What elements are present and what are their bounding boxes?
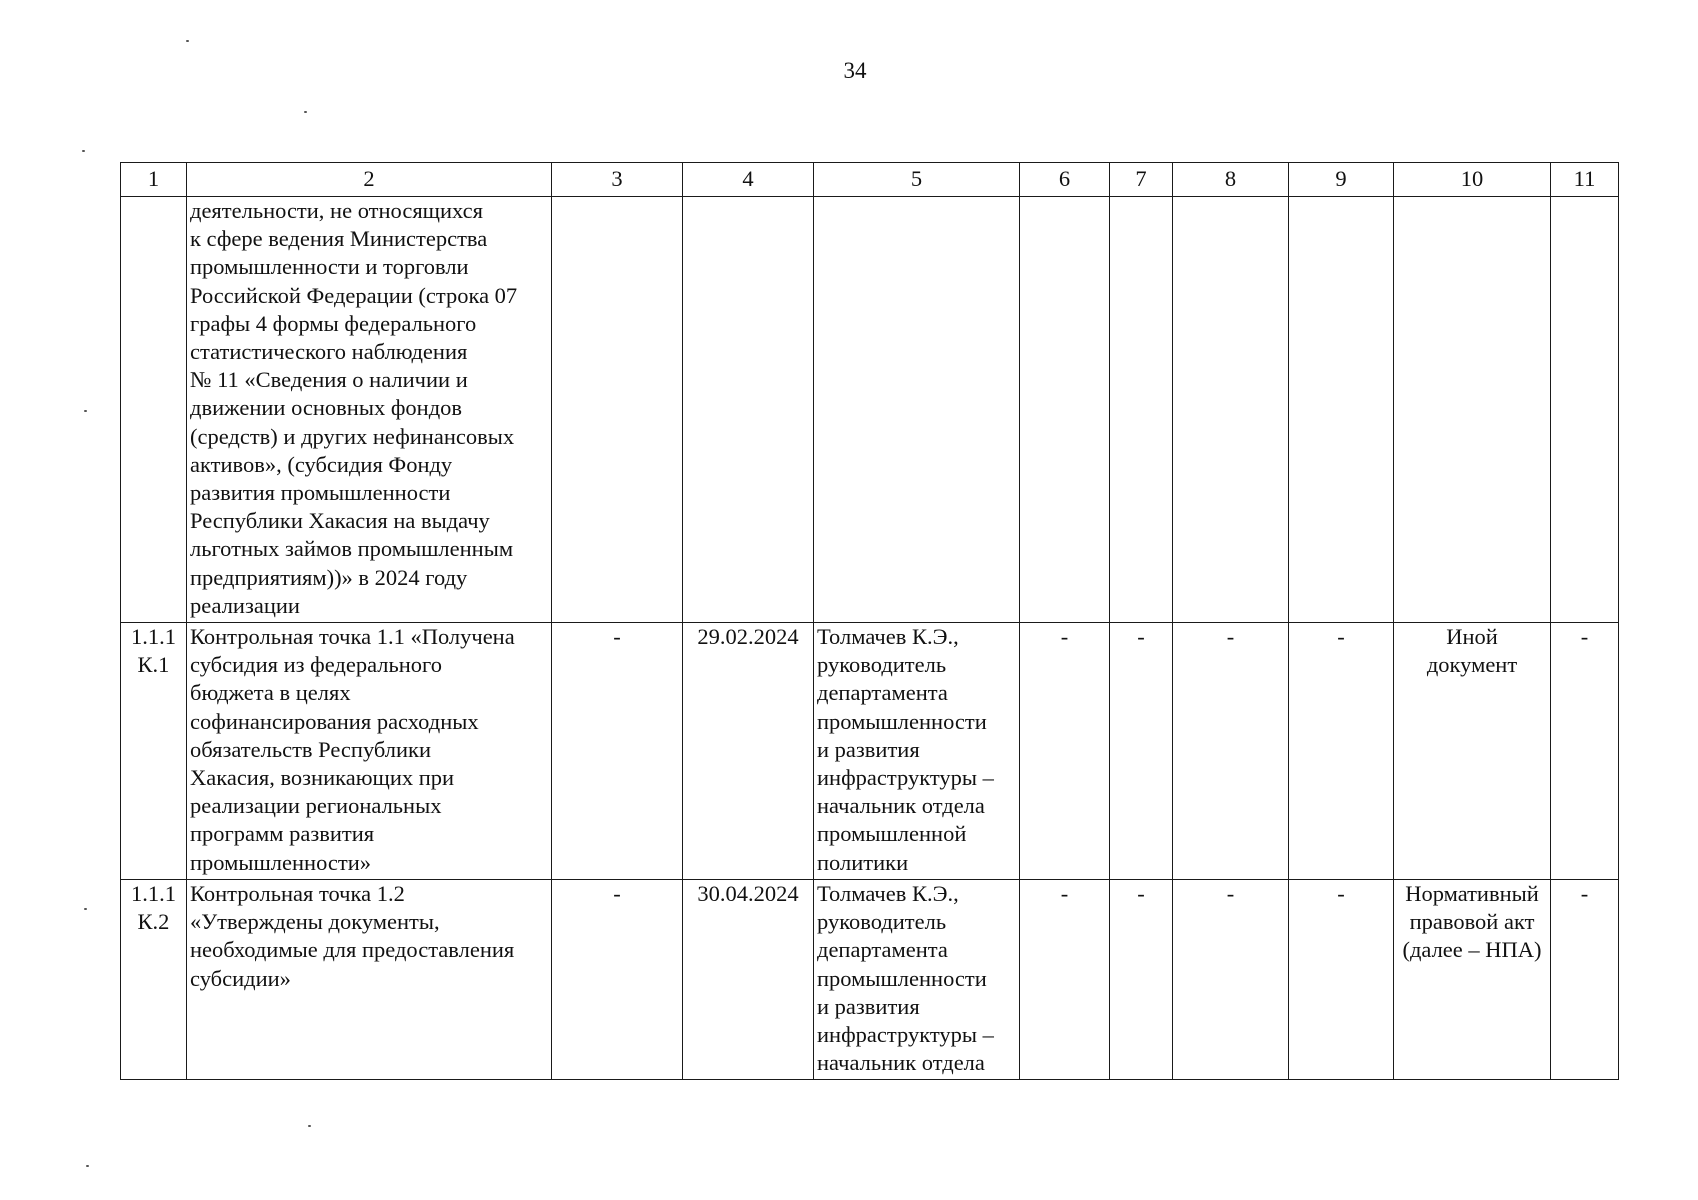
column-header: 10 (1394, 163, 1551, 197)
item-number-cell: 1.1.1 К.1 (121, 623, 187, 880)
table-row (121, 623, 1619, 880)
column-header: 8 (1173, 163, 1289, 197)
scan-speck (84, 908, 87, 910)
end-date-cell (683, 197, 814, 623)
page-number: 34 (843, 58, 867, 83)
responsible-cell: Толмачев К.Э., руководитель департамента промышленности и развития инфраструктуры – начальник отдела (814, 880, 1020, 1080)
header-row (121, 163, 1619, 197)
cell-col7: - (1110, 623, 1173, 880)
column-header: 3 (552, 163, 683, 197)
table-row (121, 197, 1619, 623)
cell-col9: - (1289, 880, 1394, 1080)
cell-col9 (1289, 197, 1394, 623)
start-date-cell: - (552, 880, 683, 1080)
column-header: 2 (187, 163, 552, 197)
cell-col7 (1110, 197, 1173, 623)
scan-speck (84, 410, 87, 412)
document-type-cell: Нормативный правовой акт (далее – НПА) (1394, 880, 1551, 1080)
column-header: 11 (1551, 163, 1619, 197)
item-description-cell: Контрольная точка 1.1 «Получена субсидия из федерального бюджета в целях софинансирования расходных обязательств Республики Хакасия, возникающих при реализации региональных программ развития промышленности» (187, 623, 552, 880)
document-type-cell: Иной документ (1394, 623, 1551, 880)
responsible-cell (814, 197, 1020, 623)
scan-speck (86, 1165, 89, 1167)
column-header: 9 (1289, 163, 1394, 197)
column-header: 4 (683, 163, 814, 197)
item-number-cell (121, 197, 187, 623)
cell-col11: - (1551, 880, 1619, 1080)
start-date-cell: - (552, 623, 683, 880)
table-row (121, 880, 1619, 1080)
column-header: 6 (1020, 163, 1110, 197)
item-number-cell: 1.1.1 К.2 (121, 880, 187, 1080)
scan-speck (308, 1125, 311, 1127)
column-header: 7 (1110, 163, 1173, 197)
cell-col8: - (1173, 623, 1289, 880)
cell-col8: - (1173, 880, 1289, 1080)
scan-speck (304, 111, 307, 113)
start-date-cell (552, 197, 683, 623)
cell-col9: - (1289, 623, 1394, 880)
end-date-cell: 29.02.2024 (683, 623, 814, 880)
cell-col6 (1020, 197, 1110, 623)
scan-speck (186, 40, 189, 42)
column-header: 1 (121, 163, 187, 197)
responsible-cell: Толмачев К.Э., руководитель департамента промышленности и развития инфраструктуры – начальник отдела промышленной политики (814, 623, 1020, 880)
cell-col11: - (1551, 623, 1619, 880)
cell-col8 (1173, 197, 1289, 623)
item-description-cell: деятельности, не относящихся к сфере ведения Министерства промышленности и торговли Российской Федерации (строка 07 графы 4 формы федерального статистического наблюдения № 11 «Сведения о наличии и движении основных фондов (средств) и других нефинансовых активов», (субсидия Фонду развития промышленности Республики Хакасия на выдачу льготных займов промышленным предприятиям))» в 2024 году реализации (187, 197, 552, 623)
document-type-cell (1394, 197, 1551, 623)
cell-col6: - (1020, 880, 1110, 1080)
cell-col7: - (1110, 880, 1173, 1080)
cell-col11 (1551, 197, 1619, 623)
scan-speck (82, 150, 85, 152)
end-date-cell: 30.04.2024 (683, 880, 814, 1080)
cell-col6: - (1020, 623, 1110, 880)
column-header: 5 (814, 163, 1020, 197)
item-description-cell: Контрольная точка 1.2 «Утверждены документы, необходимые для предоставления субсидии» (187, 880, 552, 1080)
schedule-table (120, 162, 1619, 1080)
